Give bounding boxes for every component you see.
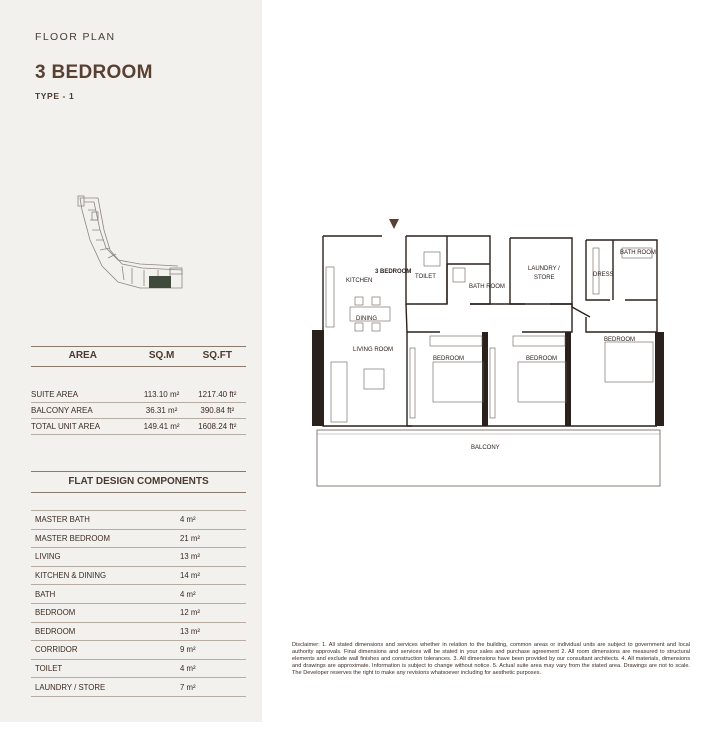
component-label: BEDROOM	[35, 626, 76, 636]
table-row	[31, 387, 246, 403]
component-value: 14 m²	[180, 571, 200, 581]
list-item	[31, 530, 246, 549]
label-living-room: LIVING ROOM	[353, 347, 394, 353]
component-label: KITCHEN & DINING	[35, 571, 107, 581]
label-dining: DINING	[356, 316, 377, 322]
row-sqm: 36.31 m²	[135, 403, 189, 419]
area-table-header	[31, 347, 246, 367]
key-plan-highlight	[149, 276, 171, 288]
component-label: LIVING	[35, 552, 61, 562]
component-value: 12 m²	[180, 608, 200, 618]
unit-type: TYPE - 1	[35, 91, 75, 101]
component-label: LAUNDRY / STORE	[35, 682, 106, 692]
component-value: 4 m²	[180, 664, 196, 674]
component-label: BATH	[35, 589, 56, 599]
component-label: MASTER BATH	[35, 515, 90, 525]
table-row	[31, 403, 246, 419]
component-label: MASTER BEDROOM	[35, 533, 110, 543]
label-toilet: TOILET	[415, 274, 436, 280]
row-sqft: 1217.40 ft²	[189, 387, 246, 403]
page-title: 3 BEDROOM	[35, 62, 153, 83]
floor-plan-drawing	[310, 212, 670, 492]
components-list	[31, 510, 246, 697]
list-item	[31, 678, 246, 697]
list-item	[31, 548, 246, 567]
label-bath-room-1: BATH ROOM	[469, 284, 505, 290]
list-item	[31, 660, 246, 679]
label-balcony: BALCONY	[471, 445, 500, 451]
disclaimer-text: Disclaimer: 1. All stated dimensions and services whether in relation to the building, common areas or individual units are subject to government and local authority approvals. Final dimensions and services will be stated in your sales and purchase agreement 2. All room dimensions are measured to structural elements and exclude wall finishes and construction tolerances. 3. All dimensions have been provided by our consultant architects. 4. All materials, dimensions and drawings are approximate. Information is subject to change without notice. 5. Actual suite area may vary from the stated area. Drawings are not to scale. The Developer reserves the right to make any revisions whatsoever including for aesthetic purposes.	[292, 642, 690, 677]
entrance-arrow-icon	[389, 219, 399, 229]
component-value: 7 m²	[180, 682, 196, 692]
label-bath-room-2: BATH ROOM	[620, 250, 656, 256]
list-item	[31, 641, 246, 660]
column	[655, 332, 664, 426]
row-sqft: 1608.24 ft²	[189, 419, 246, 435]
component-value: 13 m²	[180, 552, 200, 562]
component-value: 9 m²	[180, 645, 196, 655]
component-value: 4 m²	[180, 515, 196, 525]
label-bedroom-2: BEDROOM	[526, 356, 558, 362]
label-laundry: LAUNDRY /	[528, 266, 560, 272]
column-header-sqft: SQ.FT	[189, 347, 246, 367]
component-value: 4 m²	[180, 589, 196, 599]
label-store: STORE	[534, 275, 555, 281]
key-plan-image	[70, 190, 200, 310]
label-bedroom-3: BEDROOM	[604, 337, 636, 343]
column	[312, 330, 324, 426]
list-item	[31, 604, 246, 623]
component-value: 13 m²	[180, 626, 200, 636]
component-label: CORRIDOR	[35, 645, 78, 655]
label-bedroom-1: BEDROOM	[433, 356, 465, 362]
label-kitchen: KITCHEN	[346, 278, 373, 284]
list-item	[31, 567, 246, 586]
row-label: TOTAL UNIT AREA	[31, 419, 135, 435]
page-eyebrow: FLOOR PLAN	[35, 31, 116, 43]
label-dress: DRESS	[593, 272, 614, 278]
column-header-area: AREA	[31, 347, 135, 367]
row-sqft: 390.84 ft²	[189, 403, 246, 419]
row-sqm: 149.41 m²	[135, 419, 189, 435]
list-item	[31, 585, 246, 604]
table-row	[31, 419, 246, 435]
component-label: TOILET	[35, 664, 63, 674]
list-item	[31, 510, 246, 530]
components-title: FLAT DESIGN COMPONENTS	[31, 471, 246, 493]
area-table	[31, 346, 246, 435]
column-header-sqm: SQ.M	[135, 347, 189, 367]
balcony-outline	[317, 430, 660, 486]
info-panel	[0, 0, 262, 722]
component-label: BEDROOM	[35, 608, 76, 618]
row-label: SUITE AREA	[31, 387, 135, 403]
list-item	[31, 623, 246, 642]
row-label: BALCONY AREA	[31, 403, 135, 419]
label-unit-tag: 3 BEDROOM	[375, 269, 412, 275]
component-value: 21 m²	[180, 533, 200, 543]
row-sqm: 113.10 m²	[135, 387, 189, 403]
